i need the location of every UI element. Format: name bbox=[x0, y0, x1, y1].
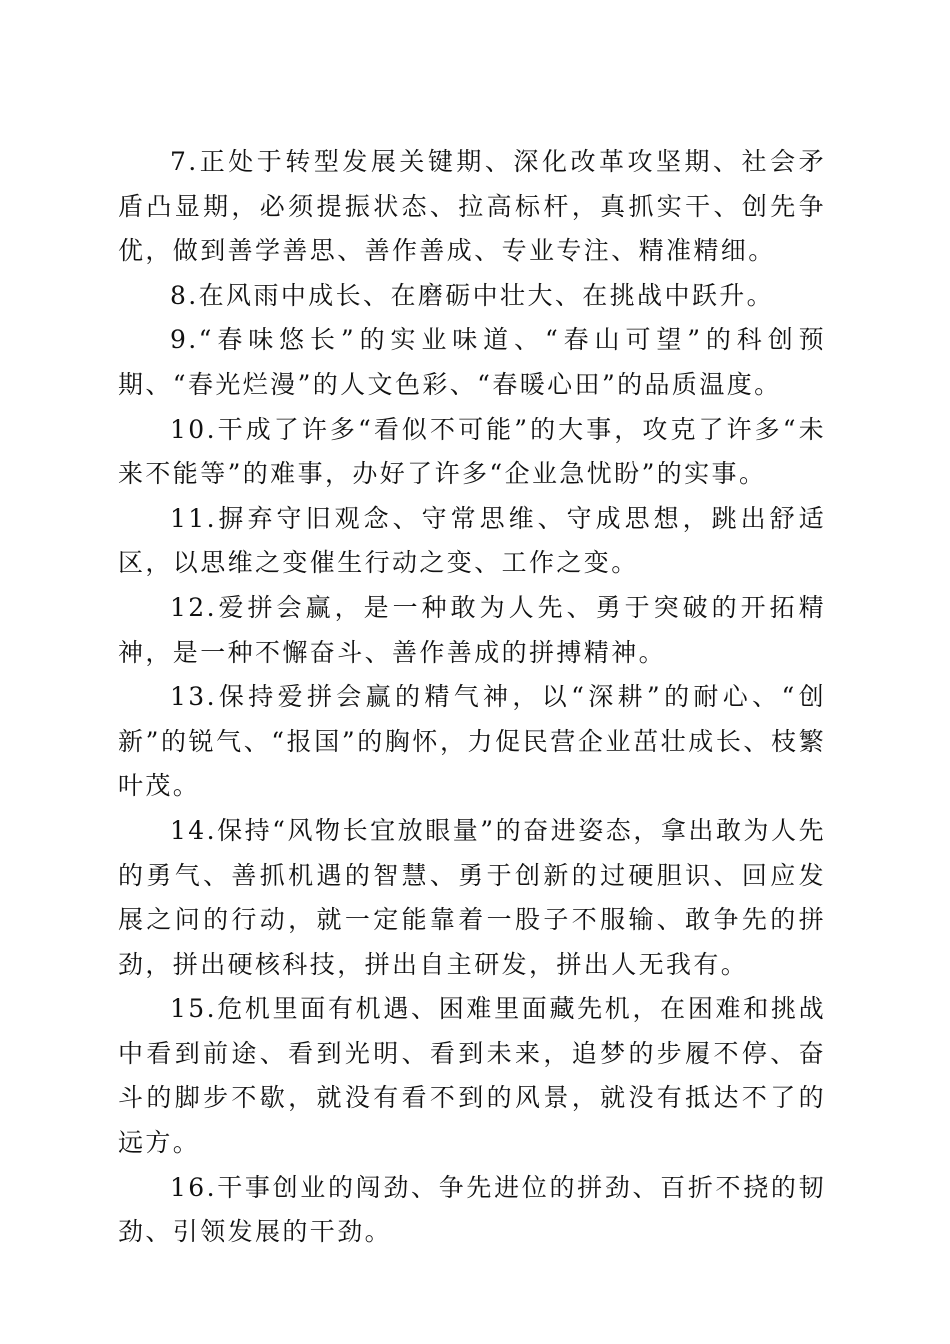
paragraph-11: 11.摒弃守旧观念、守常思维、守成思想，跳出舒适区，以思维之变催生行动之变、工作之变。 bbox=[118, 503, 826, 578]
paragraph-14: 14.保持“风物长宜放眼量”的奋进姿态，拿出敢为人先的勇气、善抓机遇的智慧、勇于创新的过硬胆识、回应发展之问的行动，就一定能靠着一股子不服输、敢争先的拼劲，拼出硬核科技，拼出自主研发，拼出人无我有。 bbox=[118, 815, 826, 979]
paragraph-12: 12.爱拼会赢，是一种敢为人先、勇于突破的开拓精神，是一种不懈奋斗、善作善成的拼搏精神。 bbox=[118, 592, 826, 667]
paragraph-7: 7.正处于转型发展关键期、深化改革攻坚期、社会矛盾凸显期，必须提振状态、拉高标杆，真抓实干、创先争优，做到善学善思、善作善成、专业专注、精准精细。 bbox=[118, 147, 826, 266]
paragraph-16: 16.干事创业的闯劲、争先进位的拼劲、百折不挠的韧劲、引领发展的干劲。 bbox=[118, 1172, 826, 1247]
paragraph-8: 8.在风雨中成长、在磨砺中壮大、在挑战中跃升。 bbox=[170, 280, 775, 310]
document-body bbox=[118, 140, 826, 1255]
paragraph-15: 15.危机里面有机遇、困难里面藏先机，在困难和挑战中看到前途、看到光明、看到未来，追梦的步履不停、奋斗的脚步不歇，就没有看不到的风景，就没有抵达不了的远方。 bbox=[118, 994, 826, 1158]
paragraph-9: 9.“春味悠长”的实业味道、“春山可望”的科创预期、“春光烂漫”的人文色彩、“春暖心田”的品质温度。 bbox=[118, 325, 826, 399]
paragraph-10: 10.干成了许多“看似不可能”的大事，攻克了许多“未来不能等”的难事，办好了许多“企业急忧盼”的实事。 bbox=[118, 414, 826, 489]
paragraph-13: 13.保持爱拼会赢的精气神，以“深耕”的耐心、“创新”的锐气、“报国”的胸怀，力促民营企业茁壮成长、枝繁叶茂。 bbox=[118, 682, 826, 801]
